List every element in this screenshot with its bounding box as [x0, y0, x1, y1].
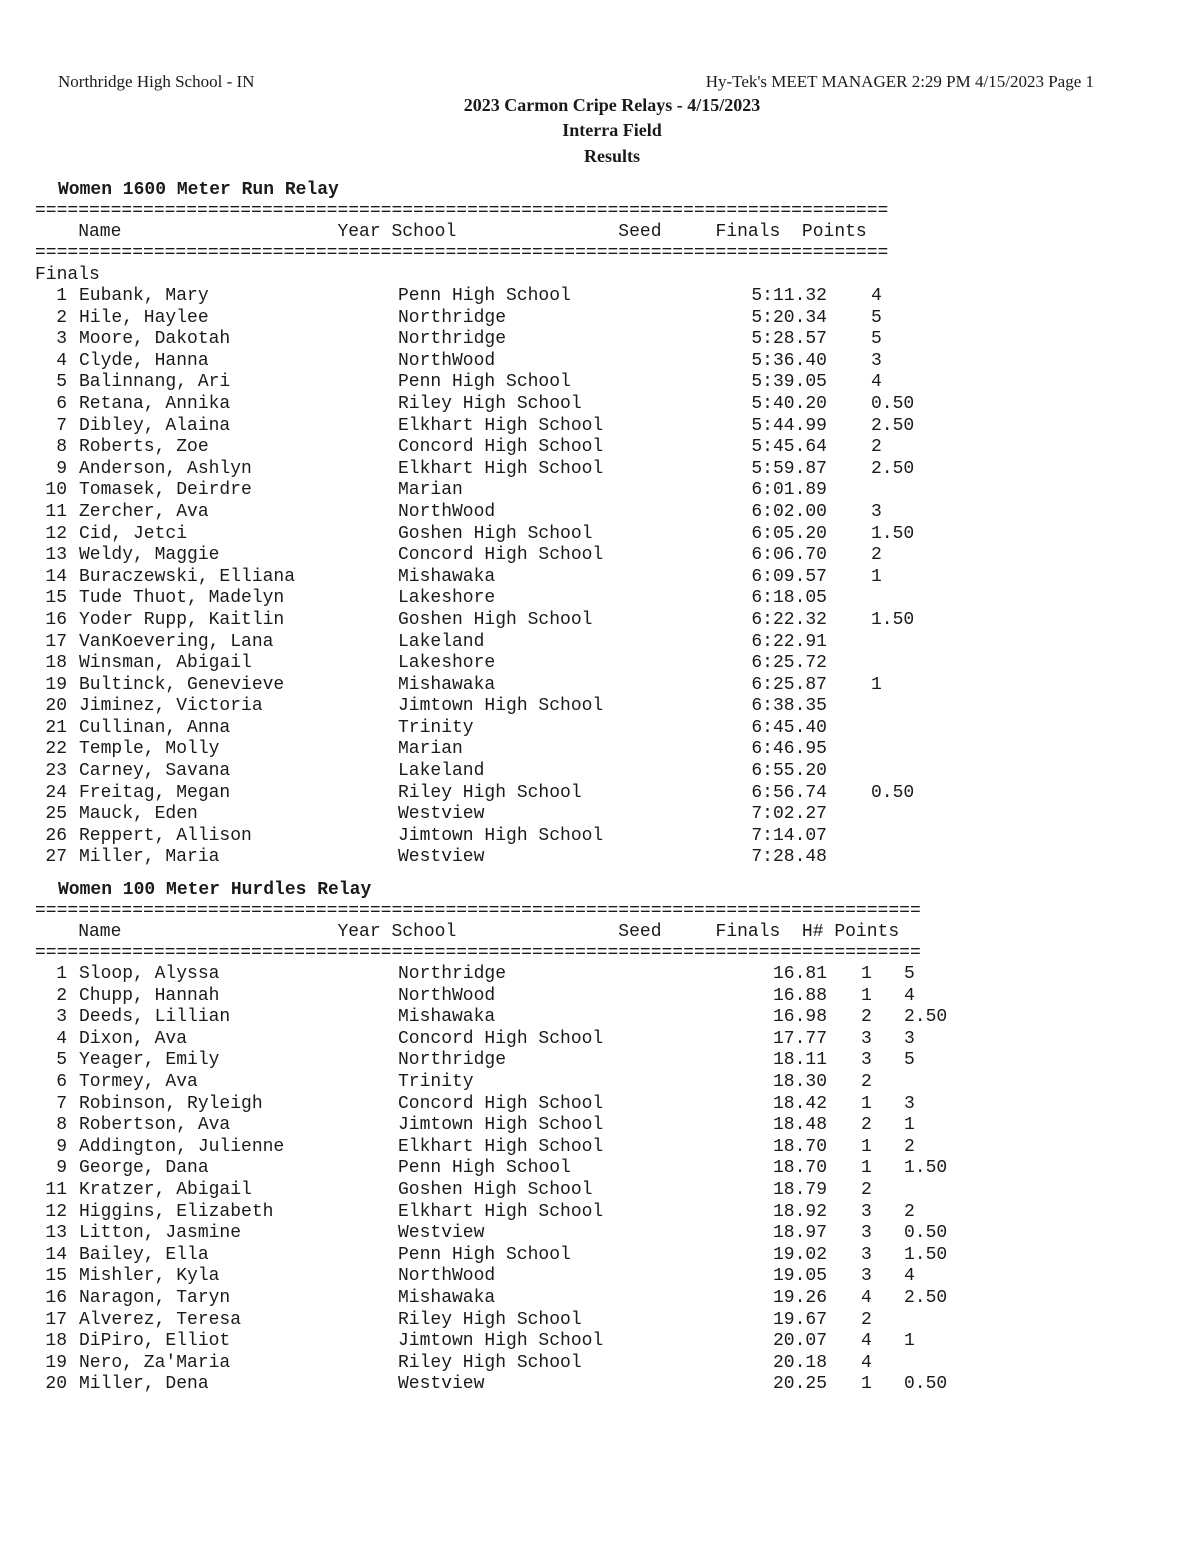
finals-time-cell: 7:28.48 [751, 847, 827, 868]
place-cell: 5 [56, 372, 67, 393]
event-title: Women 100 Meter Hurdles Relay [58, 880, 372, 900]
points-cell: 2.50 [871, 458, 915, 479]
place-cell: 4 [56, 350, 67, 371]
finals-time-cell: 18.42 [772, 1093, 827, 1114]
finals-time-cell: 7:14.07 [751, 825, 827, 846]
heat-cell: 1 [861, 1093, 872, 1114]
event-title: Women 1600 Meter Run Relay [58, 180, 339, 200]
school-cell: Trinity [398, 1071, 474, 1092]
place-cell: 9 [56, 1158, 67, 1179]
heat-cell: 3 [861, 1050, 872, 1071]
place-cell: 16 [45, 1287, 67, 1308]
school-cell: Elkhart High School [398, 1201, 604, 1222]
school-cell: Concord High School [398, 437, 604, 458]
athlete-name-cell: Dibley, Alaina [79, 415, 231, 436]
school-cell: Concord High School [398, 1028, 604, 1049]
place-cell: 26 [45, 825, 67, 846]
finals-time-cell: 6:01.89 [751, 480, 827, 501]
place-cell: 19 [45, 674, 67, 695]
athlete-name-cell: Carney, Savana [79, 761, 231, 782]
place-cell: 3 [56, 1007, 67, 1028]
athlete-name-cell: Retana, Annika [79, 393, 231, 414]
school-cell: NorthWood [398, 501, 496, 522]
place-cell: 8 [56, 1115, 67, 1136]
points-cell: 1.50 [904, 1158, 948, 1179]
finals-time-cell: 5:40.20 [751, 393, 827, 414]
finals-time-cell: 20.18 [772, 1352, 827, 1373]
finals-time-cell: 18.97 [772, 1223, 827, 1244]
school-cell: Trinity [398, 717, 474, 738]
heat-cell: 3 [861, 1266, 872, 1287]
place-cell: 17 [45, 1309, 67, 1330]
athlete-name-cell: Higgins, Elizabeth [79, 1201, 274, 1222]
athlete-name-cell: Dixon, Ava [79, 1028, 188, 1049]
place-cell: 8 [56, 437, 67, 458]
school-cell: Westview [398, 1374, 485, 1395]
finals-time-cell: 5:20.34 [751, 307, 827, 328]
points-cell: 2.50 [904, 1007, 948, 1028]
finals-time-cell: 18.48 [772, 1115, 827, 1136]
school-cell: Mishawaka [398, 1287, 496, 1308]
points-cell: 2 [871, 545, 882, 566]
school-cell: Mishawaka [398, 566, 496, 587]
points-cell: 4 [871, 286, 882, 306]
points-cell: 1 [871, 566, 882, 587]
school-cell: NorthWood [398, 1266, 496, 1287]
points-cell: 0.50 [871, 782, 915, 803]
athlete-name-cell: Anderson, Ashlyn [79, 458, 252, 479]
heat-cell: 1 [861, 964, 872, 984]
software-stamp: Hy-Tek's MEET MANAGER 2:29 PM 4/15/2023 Page 1 [705, 72, 1094, 91]
athlete-name-cell: Winsman, Abigail [79, 653, 252, 674]
points-cell: 1 [871, 674, 882, 695]
points-cell: 1.50 [871, 523, 915, 544]
place-cell: 15 [45, 588, 67, 609]
heat-cell: 2 [861, 1071, 872, 1092]
heat-cell: 3 [861, 1244, 872, 1265]
athlete-name-cell: Cullinan, Anna [79, 717, 231, 738]
facility-name: Northridge High School - IN [58, 72, 255, 91]
finals-time-cell: 18.79 [772, 1179, 827, 1200]
athlete-name-cell: Hile, Haylee [79, 307, 209, 328]
place-cell: 1 [56, 964, 67, 984]
points-cell: 0.50 [904, 1374, 948, 1395]
heat-cell: 1 [861, 1158, 872, 1179]
finals-time-cell: 18.92 [772, 1201, 827, 1222]
athlete-name-cell: Tude Thuot, Madelyn [79, 588, 285, 609]
place-cell: 25 [45, 804, 67, 825]
section-label: Finals [35, 265, 100, 285]
finals-time-cell: 5:59.87 [751, 458, 827, 479]
athlete-name-cell: Yoder Rupp, Kaitlin [79, 609, 285, 630]
place-cell: 20 [45, 1374, 67, 1395]
school-cell: Mishawaka [398, 1007, 496, 1028]
athlete-name-cell: Robinson, Ryleigh [79, 1093, 263, 1114]
place-cell: 9 [56, 458, 67, 479]
points-cell: 4 [871, 372, 882, 393]
finals-time-cell: 6:09.57 [751, 566, 827, 587]
finals-time-cell: 6:22.32 [751, 609, 827, 630]
athlete-name-cell: Miller, Maria [79, 847, 220, 868]
school-cell: Northridge [398, 1050, 507, 1071]
finals-time-cell: 18.30 [772, 1071, 827, 1092]
athlete-name-cell: Kratzer, Abigail [79, 1179, 252, 1200]
school-cell: Jimtown High School [398, 696, 604, 717]
finals-time-cell: 6:02.00 [751, 501, 827, 522]
place-cell: 11 [45, 1179, 67, 1200]
points-cell: 3 [871, 350, 882, 371]
school-cell: Concord High School [398, 545, 604, 566]
place-cell: 3 [56, 329, 67, 350]
heat-cell: 3 [861, 1028, 872, 1049]
heat-cell: 1 [861, 1136, 872, 1157]
school-cell: Westview [398, 804, 485, 825]
school-cell: Lakeshore [398, 653, 496, 674]
finals-time-cell: 5:36.40 [751, 350, 827, 371]
heat-cell: 3 [861, 1201, 872, 1222]
athlete-name-cell: Roberts, Zoe [79, 437, 209, 458]
heat-cell: 2 [861, 1179, 872, 1200]
athlete-name-cell: Bailey, Ella [79, 1244, 209, 1265]
athlete-name-cell: Nero, Za'Maria [79, 1352, 231, 1373]
athlete-name-cell: Robertson, Ava [79, 1115, 231, 1136]
points-cell: 4 [904, 1266, 915, 1287]
finals-time-cell: 5:44.99 [751, 415, 827, 436]
heat-cell: 1 [861, 1374, 872, 1395]
school-cell: Jimtown High School [398, 825, 604, 846]
school-cell: Northridge [398, 307, 507, 328]
finals-time-cell: 7:02.27 [751, 804, 827, 825]
place-cell: 16 [45, 609, 67, 630]
divider: ================================================================================== [35, 943, 921, 963]
finals-time-cell: 18.70 [772, 1136, 827, 1157]
athlete-name-cell: VanKoevering, Lana [79, 631, 274, 652]
place-cell: 17 [45, 631, 67, 652]
place-cell: 21 [45, 717, 67, 738]
points-cell: 3 [904, 1093, 915, 1114]
athlete-name-cell: Reppert, Allison [79, 825, 252, 846]
athlete-name-cell: Mishler, Kyla [79, 1266, 220, 1287]
points-cell: 2 [904, 1201, 915, 1222]
athlete-name-cell: Balinnang, Ari [79, 372, 231, 393]
school-cell: Penn High School [398, 1244, 571, 1265]
athlete-name-cell: Alverez, Teresa [79, 1309, 242, 1330]
athlete-name-cell: George, Dana [79, 1158, 209, 1179]
points-cell: 5 [904, 1050, 915, 1071]
athlete-name-cell: Naragon, Taryn [79, 1287, 231, 1308]
school-cell: Lakeland [398, 761, 485, 782]
finals-time-cell: 6:38.35 [751, 696, 827, 717]
heat-cell: 2 [861, 1007, 872, 1028]
points-cell: 2.50 [904, 1287, 948, 1308]
heat-cell: 4 [861, 1352, 872, 1373]
venue-name: Interra Field [562, 120, 662, 140]
points-cell: 3 [904, 1028, 915, 1049]
place-cell: 4 [56, 1028, 67, 1049]
heat-cell: 4 [861, 1331, 872, 1352]
finals-time-cell: 18.11 [772, 1050, 827, 1071]
school-cell: Westview [398, 847, 485, 868]
finals-time-cell: 16.81 [772, 964, 827, 984]
school-cell: NorthWood [398, 350, 496, 371]
school-cell: Riley High School [398, 393, 582, 414]
column-header: Name Year School Seed Finals H# Points [35, 922, 900, 942]
athlete-name-cell: Addington, Julienne [79, 1136, 285, 1157]
heat-cell: 4 [861, 1287, 872, 1308]
place-cell: 5 [56, 1050, 67, 1071]
finals-time-cell: 6:55.20 [751, 761, 827, 782]
divider: =============================================================================== [35, 243, 889, 263]
place-cell: 9 [56, 1136, 67, 1157]
school-cell: Elkhart High School [398, 415, 604, 436]
points-cell: 0.50 [871, 393, 915, 414]
school-cell: Marian [398, 739, 463, 760]
place-cell: 13 [45, 545, 67, 566]
athlete-name-cell: Cid, Jetci [79, 523, 188, 544]
athlete-name-cell: Tomasek, Deirdre [79, 480, 252, 501]
points-cell: 5 [871, 329, 882, 350]
school-cell: Riley High School [398, 782, 582, 803]
finals-time-cell: 20.07 [772, 1331, 827, 1352]
athlete-name-cell: Clyde, Hanna [79, 350, 209, 371]
place-cell: 6 [56, 393, 67, 414]
school-cell: Mishawaka [398, 674, 496, 695]
finals-time-cell: 6:06.70 [751, 545, 827, 566]
school-cell: Goshen High School [398, 1179, 593, 1200]
points-cell: 1.50 [904, 1244, 948, 1265]
heat-cell: 3 [861, 1223, 872, 1244]
athlete-name-cell: Miller, Dena [79, 1374, 209, 1395]
school-cell: Jimtown High School [398, 1115, 604, 1136]
place-cell: 14 [45, 1244, 67, 1265]
finals-time-cell: 6:25.87 [751, 674, 827, 695]
school-cell: Lakeland [398, 631, 485, 652]
meet-title: 2023 Carmon Cripe Relays - 4/15/2023 [463, 95, 761, 115]
points-cell: 1.50 [871, 609, 915, 630]
athlete-name-cell: Freitag, Megan [79, 782, 231, 803]
place-cell: 22 [45, 739, 67, 760]
place-cell: 15 [45, 1266, 67, 1287]
school-cell: Elkhart High School [398, 1136, 604, 1157]
finals-time-cell: 5:28.57 [751, 329, 827, 350]
athlete-name-cell: Weldy, Maggie [79, 545, 220, 566]
school-cell: Westview [398, 1223, 485, 1244]
heat-cell: 1 [861, 985, 872, 1006]
place-cell: 7 [56, 1093, 67, 1114]
results-label: Results [583, 146, 640, 166]
place-cell: 13 [45, 1223, 67, 1244]
place-cell: 20 [45, 696, 67, 717]
points-cell: 1 [904, 1115, 915, 1136]
finals-time-cell: 6:46.95 [751, 739, 827, 760]
school-cell: Concord High School [398, 1093, 604, 1114]
school-cell: Goshen High School [398, 523, 593, 544]
points-cell: 5 [904, 964, 915, 984]
finals-time-cell: 5:45.64 [751, 437, 827, 458]
school-cell: Penn High School [398, 372, 571, 393]
column-header: Name Year School Seed Finals Points [35, 222, 867, 242]
finals-time-cell: 6:56.74 [751, 782, 827, 803]
points-cell: 2 [904, 1136, 915, 1157]
athlete-name-cell: Mauck, Eden [79, 804, 198, 825]
finals-time-cell: 19.26 [772, 1287, 827, 1308]
points-cell: 5 [871, 307, 882, 328]
school-cell: Riley High School [398, 1352, 582, 1373]
finals-time-cell: 6:22.91 [751, 631, 827, 652]
points-cell: 4 [904, 985, 915, 1006]
points-cell: 2.50 [871, 415, 915, 436]
athlete-name-cell: Zercher, Ava [79, 501, 209, 522]
place-cell: 27 [45, 847, 67, 868]
finals-time-cell: 6:25.72 [751, 653, 827, 674]
finals-time-cell: 20.25 [772, 1374, 827, 1395]
points-cell: 3 [871, 501, 882, 522]
school-cell: Elkhart High School [398, 458, 604, 479]
place-cell: 12 [45, 523, 67, 544]
school-cell: Riley High School [398, 1309, 582, 1330]
place-cell: 10 [45, 480, 67, 501]
finals-time-cell: 5:11.32 [751, 286, 827, 306]
finals-time-cell: 6:18.05 [751, 588, 827, 609]
school-cell: Penn High School [398, 1158, 571, 1179]
finals-time-cell: 19.67 [772, 1309, 827, 1330]
divider: =============================================================================== [35, 201, 889, 221]
heat-cell: 2 [861, 1309, 872, 1330]
school-cell: Marian [398, 480, 463, 501]
finals-time-cell: 17.77 [772, 1028, 827, 1049]
athlete-name-cell: Deeds, Lillian [79, 1007, 231, 1028]
finals-time-cell: 19.05 [772, 1266, 827, 1287]
athlete-name-cell: Bultinck, Genevieve [79, 674, 285, 695]
place-cell: 2 [56, 307, 67, 328]
school-cell: Northridge [398, 329, 507, 350]
place-cell: 12 [45, 1201, 67, 1222]
place-cell: 19 [45, 1352, 67, 1373]
place-cell: 24 [45, 782, 67, 803]
athlete-name-cell: Litton, Jasmine [79, 1223, 242, 1244]
school-cell: Lakeshore [398, 588, 496, 609]
divider: ================================================================================== [35, 901, 921, 921]
place-cell: 2 [56, 985, 67, 1006]
place-cell: 6 [56, 1071, 67, 1092]
finals-time-cell: 16.98 [772, 1007, 827, 1028]
place-cell: 18 [45, 1331, 67, 1352]
finals-time-cell: 5:39.05 [751, 372, 827, 393]
school-cell: Jimtown High School [398, 1331, 604, 1352]
school-cell: Goshen High School [398, 609, 593, 630]
finals-time-cell: 19.02 [772, 1244, 827, 1265]
finals-time-cell: 6:05.20 [751, 523, 827, 544]
athlete-name-cell: Eubank, Mary [79, 286, 209, 306]
points-cell: 1 [904, 1331, 915, 1352]
school-cell: Penn High School [398, 286, 571, 306]
place-cell: 11 [45, 501, 67, 522]
athlete-name-cell: Tormey, Ava [79, 1071, 198, 1092]
heat-cell: 2 [861, 1115, 872, 1136]
points-cell: 0.50 [904, 1223, 948, 1244]
athlete-name-cell: Jiminez, Victoria [79, 696, 263, 717]
athlete-name-cell: Temple, Molly [79, 739, 220, 760]
place-cell: 23 [45, 761, 67, 782]
finals-time-cell: 16.88 [772, 985, 827, 1006]
athlete-name-cell: Sloop, Alyssa [79, 964, 220, 984]
athlete-name-cell: Buraczewski, Elliana [79, 566, 296, 587]
place-cell: 18 [45, 653, 67, 674]
finals-time-cell: 18.70 [772, 1158, 827, 1179]
athlete-name-cell: Yeager, Emily [79, 1050, 220, 1071]
place-cell: 1 [56, 286, 67, 306]
athlete-name-cell: Moore, Dakotah [79, 329, 231, 350]
place-cell: 14 [45, 566, 67, 587]
points-cell: 2 [871, 437, 882, 458]
athlete-name-cell: DiPiro, Elliot [79, 1331, 231, 1352]
athlete-name-cell: Chupp, Hannah [79, 985, 220, 1006]
finals-time-cell: 6:45.40 [751, 717, 827, 738]
place-cell: 7 [56, 415, 67, 436]
school-cell: NorthWood [398, 985, 496, 1006]
school-cell: Northridge [398, 964, 507, 984]
